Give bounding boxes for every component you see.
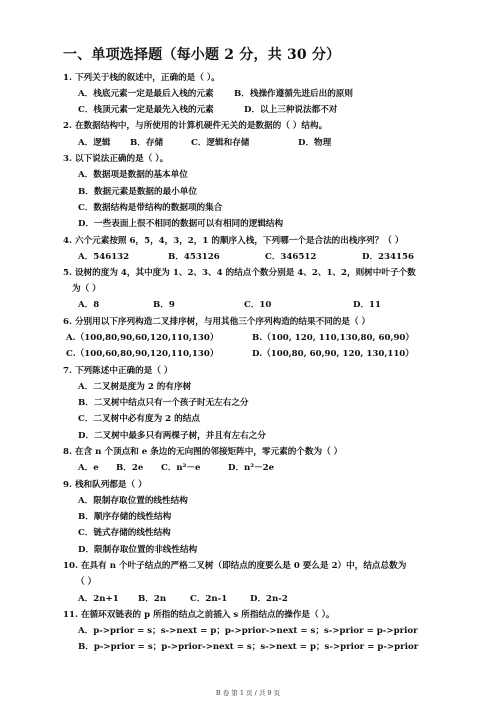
question-7-option-a: A．二叉树是度为 2 的有序树 — [78, 382, 192, 392]
question-11-option-a: A．p->prior = s；s->next = p；p->prior->next = s；s->prior = p->prior — [78, 626, 418, 636]
question-5-stem-continued: 为（ ） — [72, 284, 101, 294]
question-3-option-b: B．数据元素是数据的最小单位 — [78, 187, 197, 197]
question-6-option-b: B.（100, 120, 110,130,80, 60,90） — [252, 333, 415, 343]
question-10-stem: 10. 在具有 n 个叶子结点的严格二叉树（即结点的度要么是 0 要么是 2）中，结点总数为 — [63, 561, 407, 571]
question-10-option-c: C．2n-1 — [190, 594, 228, 604]
question-4-option-d: D．234156 — [362, 252, 414, 262]
question-2-option-d: D．物理 — [298, 138, 332, 148]
question-3-option-c: C．数据结构是带结构的数据项的集合 — [78, 203, 223, 213]
question-8-stem: 8. 在含 n 个顶点和 e 条边的无向图的邻接矩阵中，零元素的个数为（ ） — [63, 447, 343, 457]
question-11-stem: 11. 在循环双链表的 p 所指的结点之前插入 s 所指结点的操作是（ ）。 — [63, 610, 335, 620]
question-7-option-d: D．二叉树中最多只有两棵子树，并且有左右之分 — [78, 431, 266, 441]
page-footer: B 卷 第 1 页 / 共 9 页 — [215, 689, 281, 697]
question-1-option-a: A．栈底元素一定是最后入栈的元素 — [78, 89, 214, 99]
question-6-stem: 6. 分别用以下序列构造二叉排序树，与用其他三个序列构造的结果不同的是（ ） — [63, 317, 371, 327]
question-1-option-c: C．栈顶元素一定是最先入栈的元素 — [78, 105, 214, 115]
question-6-option-a: A.（100,80,90,60,120,110,130） — [66, 333, 219, 343]
question-8-option-c: C．n²－e — [161, 463, 201, 473]
question-5-option-b: B．9 — [153, 300, 175, 310]
question-8-option-d: D．n²－2e — [228, 463, 275, 473]
question-10-option-a: A．2n+1 — [78, 594, 119, 604]
question-4-option-b: B．453126 — [168, 252, 220, 262]
question-6-option-d: D.（100,80, 60,90, 120, 130,110） — [252, 349, 414, 359]
question-5-option-c: C．10 — [244, 300, 272, 310]
question-5-option-d: D．11 — [353, 300, 382, 310]
question-7-option-b: B．二叉树中结点只有一个孩子时无左右之分 — [78, 398, 249, 408]
question-6-option-c: C.（100,60,80,90,120,110,130） — [66, 349, 219, 359]
question-9-option-c: C．链式存储的线性结构 — [78, 528, 171, 538]
question-1-option-b: B．栈操作遵循先进后出的原则 — [234, 89, 353, 99]
question-11-option-b: B．p->prior = s；p->prior->next = s；s->next = p；s->prior = p->prior — [78, 642, 419, 652]
question-9-option-a: A．限制存取位置的线性结构 — [78, 496, 188, 506]
question-10-option-b: B．2n — [138, 594, 167, 604]
question-3-option-a: A．数据项是数据的基本单位 — [78, 170, 188, 180]
section-title: 一、单项选择题（每小题 2 分，共 30 分） — [63, 47, 341, 63]
question-9-stem: 9. 栈和队列都是（ ） — [63, 480, 147, 490]
question-8-option-a: A．e — [78, 463, 99, 473]
question-3-stem: 3. 以下说法正确的是（ ）。 — [63, 154, 169, 164]
question-7-option-c: C．二叉树中必有度为 2 的结点 — [78, 414, 200, 424]
question-9-option-b: B．顺序存储的线性结构 — [78, 512, 172, 522]
question-1-stem: 1. 下列关于栈的叙述中，正确的是（ ）。 — [63, 73, 220, 83]
question-2-option-c: C．逻辑和存储 — [191, 138, 250, 148]
question-9-option-d: D．限制存取位置的非线性结构 — [78, 545, 198, 555]
question-8-option-b: B．2e — [116, 463, 144, 473]
question-1-option-d: D．以上三种说法都不对 — [244, 105, 338, 115]
question-4-option-c: C．346512 — [265, 252, 317, 262]
question-10-option-d: D．2n-2 — [250, 594, 288, 604]
question-3-option-d: D．一些表面上很不相同的数据可以有相同的逻辑结构 — [78, 219, 284, 229]
question-4-option-a: A．546132 — [78, 252, 130, 262]
question-5-option-a: A．8 — [78, 300, 100, 310]
question-2-option-a: A．逻辑 — [78, 138, 111, 148]
question-10-stem-continued: （ ） — [76, 577, 97, 587]
question-5-stem: 5. 设树的度为 4，其中度为 1、2、3、4 的结点个数分别是 4、2、1、2，则树中叶子个数 — [63, 268, 416, 278]
question-4-stem: 4. 六个元素按照 6，5，4，3，2，1 的顺序入栈，下列哪一个是合法的出栈序列？（ ） — [63, 236, 404, 246]
question-7-stem: 7. 下列陈述中正确的是（ ） — [63, 366, 173, 376]
question-2-option-b: B．存储 — [130, 138, 164, 148]
question-2-stem: 2. 在数据结构中，与所使用的计算机硬件无关的是数据的（ ）结构。 — [63, 121, 328, 131]
